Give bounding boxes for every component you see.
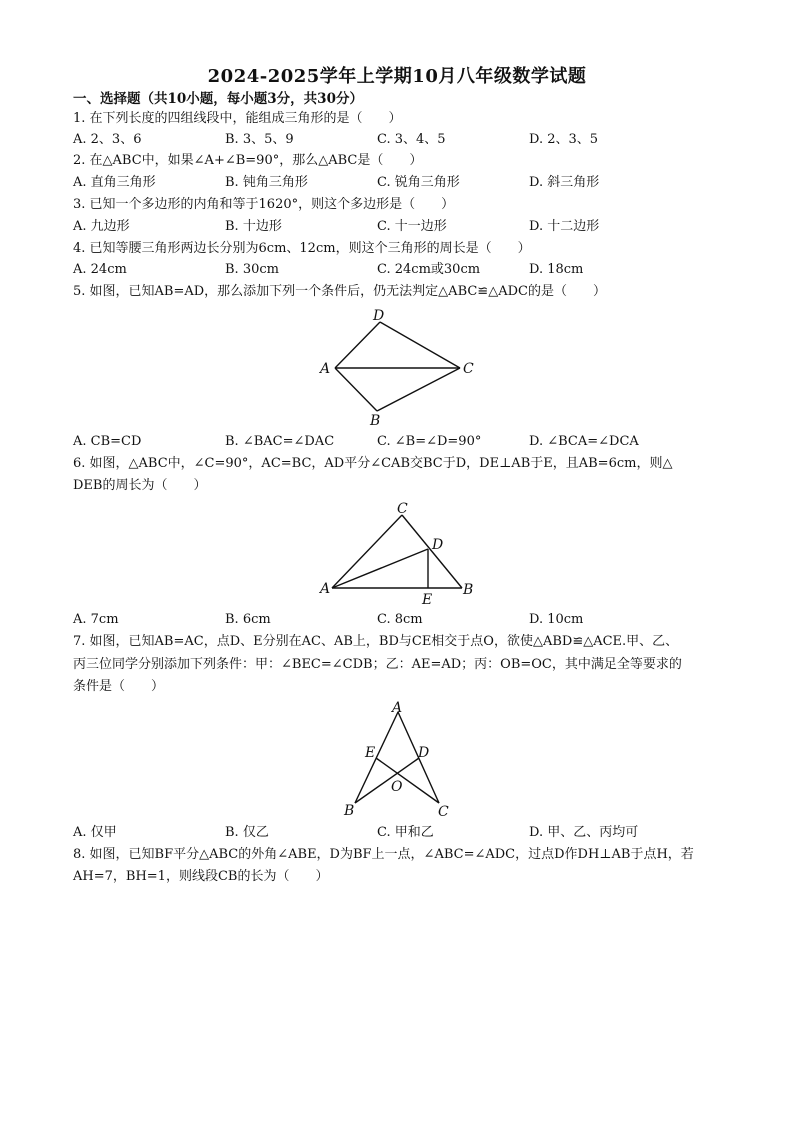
segment-ad [335,322,380,368]
question-4-stem: 4. 已知等腰三角形两边长分别为6cm、12cm，则这个三角形的周长是（ ） [73,241,531,256]
label-e: E [422,592,433,607]
question-6-option-d[interactable]: D. 10cm [529,612,584,627]
section-heading: 一、选择题（共10小题，每小题3分，共30分） [73,91,363,107]
question-1-option-d[interactable]: D. 2、3、5 [529,132,599,147]
label-c: C [397,501,408,517]
label-a: A [320,361,331,377]
label-e: E [365,745,376,761]
question-5-option-b[interactable]: B. ∠BAC=∠DAC [225,434,335,449]
segment-ac [332,515,402,588]
question-4-option-d[interactable]: D. 18cm [529,262,584,277]
exam-title: 2024-2025学年上学期10月八年级数学试题 [207,66,587,87]
question-5-stem: 5. 如图，已知AB=AD，那么添加下列一个条件后，仍无法判定△ABC≌△ADC的是（ ） [73,284,606,299]
question-3-option-d[interactable]: D. 十二边形 [529,219,600,234]
question-2-option-c[interactable]: C. 锐角三角形 [377,175,460,190]
question-4-option-c[interactable]: C. 24cm或30cm [377,262,481,277]
question-6-stem-line-1: 6. 如图，△ABC中，∠C=90°，AC=BC，AD平分∠CAB交BC于D，DE⊥AB于E，且AB=6cm，则△ [73,456,673,471]
question-6-option-b[interactable]: B. 6cm [225,612,271,627]
question-5-option-c[interactable]: C. ∠B=∠D=90° [377,434,482,449]
question-7-options [73,824,723,842]
label-o: O [391,779,403,795]
question-4-option-a[interactable]: A. 24cm [73,262,127,277]
question-3-stem: 3. 已知一个多边形的内角和等于1620°，则这个多边形是（ ） [73,197,455,212]
question-1-option-a[interactable]: A. 2、3、6 [73,132,142,147]
question-7-option-c[interactable]: C. 甲和乙 [377,825,434,840]
question-3-options [73,218,723,236]
question-1-options [73,131,723,149]
question-4-options [73,261,723,279]
question-7-option-a[interactable]: A. 仅甲 [73,825,117,840]
question-3-option-b[interactable]: B. 十边形 [225,219,282,234]
question-3-option-c[interactable]: C. 十一边形 [377,219,447,234]
question-3-option-a[interactable]: A. 九边形 [73,219,130,234]
question-2-options [73,174,723,192]
question-7-option-b[interactable]: B. 仅乙 [225,825,269,840]
question-6-option-c[interactable]: C. 8cm [377,612,423,627]
question-4-option-b[interactable]: B. 30cm [225,262,279,277]
question-6-options [73,611,723,629]
question-6-option-a[interactable]: A. 7cm [73,612,119,627]
label-c: C [463,361,474,377]
question-5-option-d[interactable]: D. ∠BCA=∠DCA [529,434,639,449]
question-7-figure [335,698,465,822]
question-6-stem-line-2: DEB的周长为（ ） [73,478,207,493]
question-2-option-d[interactable]: D. 斜三角形 [529,175,600,190]
label-a: A [320,581,331,597]
question-1-option-b[interactable]: B. 3、5、9 [225,132,294,147]
segment-dc [380,322,460,368]
question-8-stem-line-2: AH=7，BH=1，则线段CB的长为（ ） [73,869,329,884]
label-b: B [344,803,355,819]
question-2-stem: 2. 在△ABC中，如果∠A+∠B=90°，那么△ABC是（ ） [73,153,423,168]
question-5-options [73,433,723,451]
label-d: D [373,308,385,324]
question-5-figure [315,305,485,430]
segment-ab [335,368,377,411]
question-8-stem-line-1: 8. 如图，已知BF平分△ABC的外角∠ABE，D为BF上一点，∠ABC=∠ADC，过点D作DH⊥AB于点H，若 [73,847,694,862]
question-7-option-d[interactable]: D. 甲、乙、丙均可 [529,825,639,840]
label-b: B [463,582,474,598]
question-5-option-a[interactable]: A. CB=CD [73,434,142,449]
label-c: C [438,804,449,820]
question-1-option-c[interactable]: C. 3、4、5 [377,132,446,147]
question-1-stem: 1. 在下列长度的四组线段中，能组成三角形的是（ ） [73,111,402,126]
label-b: B [370,413,381,429]
label-a: A [392,700,403,716]
question-7-stem-line-2: 丙三位同学分别添加下列条件：甲：∠BEC=∠CDB；乙：AE=AD；丙：OB=OC，其中满足全等要求的 [73,657,682,672]
segment-ad [332,549,428,588]
question-2-option-a[interactable]: A. 直角三角形 [73,175,156,190]
question-2-option-b[interactable]: B. 钝角三角形 [225,175,308,190]
segment-bc [377,368,460,411]
question-7-stem-line-1: 7. 如图，已知AB=AC，点D、E分别在AC、AB上，BD与CE相交于点O，欲使△ABD≌△ACE.甲、乙、 [73,634,679,649]
question-7-stem-line-3: 条件是（ ） [73,679,165,694]
label-d: D [418,745,430,761]
segment-bd [355,758,419,803]
label-d: D [432,537,444,553]
question-6-figure [315,497,485,607]
